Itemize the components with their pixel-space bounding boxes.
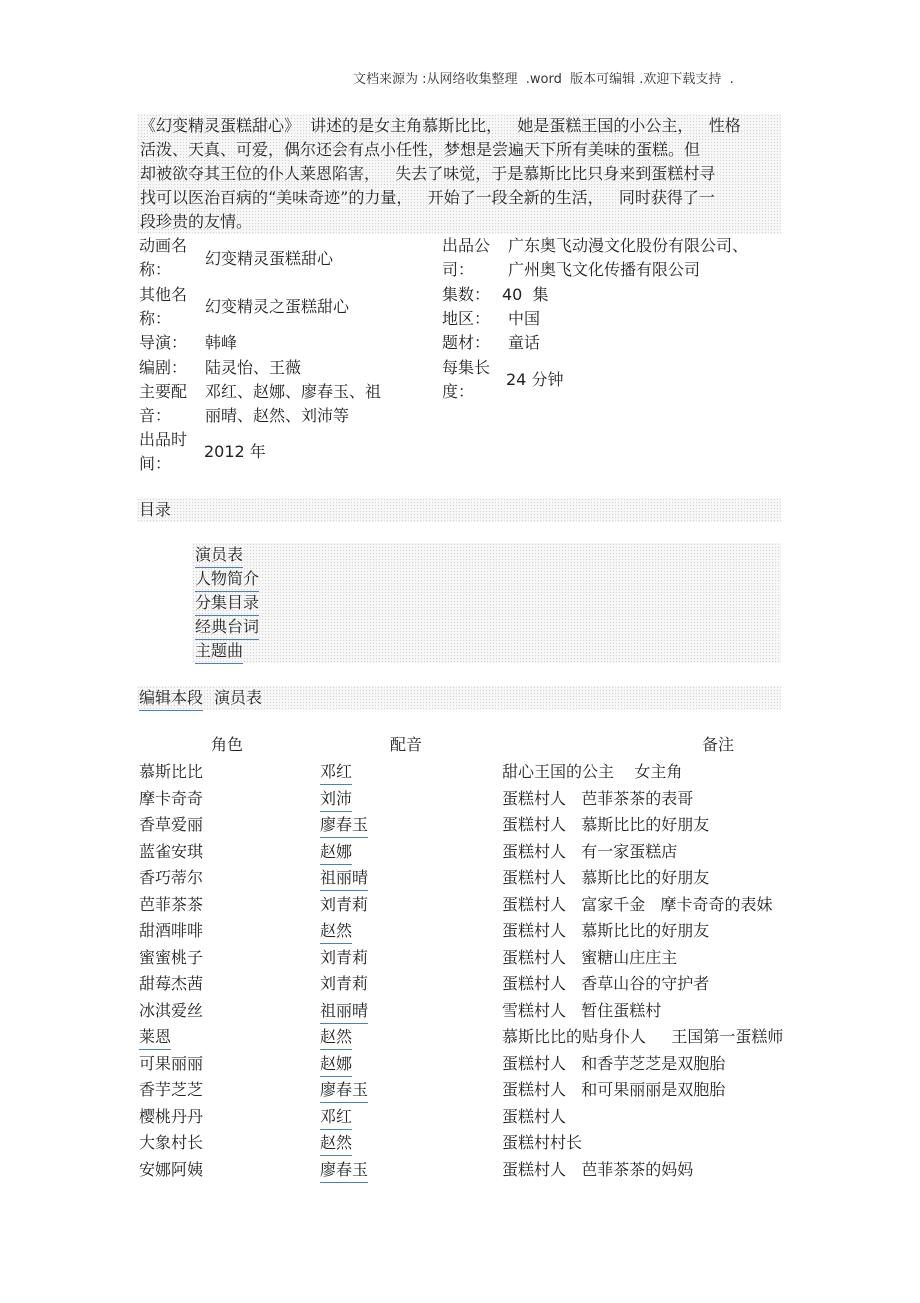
cast-note: 蛋糕村人 芭菲茶茶的妈妈 (502, 1160, 694, 1179)
length-label-1: 每集长 (442, 358, 491, 377)
producer-value-1: 广东奥飞动漫文化股份有限公司、 (508, 236, 749, 255)
year-label-1: 出品时 (139, 430, 188, 449)
cast-role: 摩卡奇奇 (139, 789, 204, 808)
intro-line: 找可以医治百病的“美味奇迹”的力量， 开始了一段全新的生活， 同时获得了一 (140, 188, 715, 207)
writer-value: 陆灵怡、王薇 (205, 358, 302, 377)
region-value: 中国 (508, 309, 541, 328)
cast-voice[interactable]: 赵娜 (320, 1052, 352, 1077)
producer-label-2: 司： (442, 260, 475, 279)
cast-note: 蛋糕村人 富家千金 摩卡奇奇的表妹 (502, 895, 773, 914)
cast-voice[interactable]: 廖春玉 (320, 813, 368, 838)
genre-value: 童话 (508, 333, 541, 352)
cast-voice[interactable]: 廖春玉 (320, 1158, 368, 1183)
intro-line: 活泼、天真、可爱，偶尔还会有点小任性，梦想是尝遍天下所有美味的蛋糕。但 (140, 140, 701, 159)
toc-link-episodes[interactable]: 分集目录 (195, 591, 259, 616)
cast-voice[interactable]: 邓红 (320, 760, 352, 785)
cast-role: 甜莓杰茜 (139, 974, 204, 993)
column-header-note: 备注 (702, 735, 735, 754)
cast-voice[interactable]: 赵娜 (320, 840, 352, 865)
year-value: 2012 年 (204, 442, 266, 461)
cast-note: 蛋糕村人 和可果丽丽是双胞胎 (502, 1080, 726, 1099)
cast-role: 香芋芝芝 (139, 1080, 204, 1099)
toc-title-bar (137, 498, 781, 522)
anime-name-label-1: 动画名 (139, 236, 188, 255)
producer-value-2: 广州奥飞文化传播有限公司 (508, 260, 701, 279)
cast-voice[interactable]: 邓红 (320, 1105, 352, 1130)
genre-label: 题材： (442, 333, 491, 352)
cast-voice: 刘青莉 (320, 948, 369, 967)
cast-note: 蛋糕村人 慕斯比比的好朋友 (502, 921, 710, 940)
episodes-value: 40 集 (502, 285, 549, 304)
producer-label-1: 出品公 (442, 236, 491, 255)
edit-section-link[interactable]: 编辑本段 (139, 686, 203, 711)
other-name-label-2: 称： (139, 309, 172, 328)
director-label: 导演： (139, 333, 188, 352)
column-header-voice: 配音 (390, 735, 423, 754)
cast-voice: 刘青莉 (320, 895, 369, 914)
other-name-label-1: 其他名 (139, 285, 188, 304)
toc-link-quotes[interactable]: 经典台词 (195, 615, 259, 640)
episodes-label: 集数： (442, 285, 491, 304)
toc-link-cast[interactable]: 演员表 (195, 543, 243, 568)
cast-voice[interactable]: 祖丽晴 (320, 999, 368, 1024)
toc-link-characters[interactable]: 人物简介 (195, 567, 259, 592)
cast-note: 蛋糕村村长 (502, 1133, 583, 1152)
director-value: 韩峰 (205, 333, 238, 352)
cast-voice[interactable]: 刘沛 (320, 787, 352, 812)
section-title: 演员表 (214, 688, 263, 707)
toc-title: 目录 (139, 500, 172, 519)
cast-role: 蜜蜜桃子 (139, 948, 204, 967)
voice-value-1: 邓红、赵娜、廖春玉、祖 (205, 382, 382, 401)
intro-paragraph (137, 114, 781, 234)
toc-link-theme-song[interactable]: 主题曲 (195, 639, 243, 664)
cast-note: 蛋糕村人 和香芋芝芝是双胞胎 (502, 1054, 726, 1073)
cast-note: 蛋糕村人 香草山谷的守护者 (502, 974, 710, 993)
cast-note: 蛋糕村人 (502, 1107, 567, 1126)
page-header: 文档来源为 :从网络收集整理 .word 版本可编辑 .欢迎下载支持 . (353, 72, 734, 87)
anime-name-label-2: 称： (139, 260, 172, 279)
cast-note: 蛋糕村人 蜜糖山庄庄主 (502, 948, 678, 967)
cast-role[interactable]: 莱恩 (139, 1025, 171, 1050)
cast-role: 慕斯比比 (139, 762, 204, 781)
length-label-2: 度： (442, 382, 475, 401)
intro-line: 却被欲夺其王位的仆人莱恩陷害， 失去了味觉，于是慕斯比比只身来到蛋糕村寻 (140, 164, 716, 183)
intro-line: 《幻变精灵蛋糕甜心》 讲述的是女主角慕斯比比， 她是蛋糕王国的小公主， 性格 (140, 116, 741, 135)
cast-note: 蛋糕村人 有一家蛋糕店 (502, 842, 678, 861)
voice-label-2: 音： (139, 406, 172, 425)
cast-role: 甜酒啡啡 (139, 921, 204, 940)
cast-role: 蓝雀安琪 (139, 842, 204, 861)
cast-note: 蛋糕村人 芭菲茶茶的表哥 (502, 789, 694, 808)
cast-role: 香草爱丽 (139, 815, 204, 834)
cast-note: 雪糕村人 暂住蛋糕村 (502, 1001, 662, 1020)
region-label: 地区： (442, 309, 491, 328)
voice-value-2: 丽晴、赵然、刘沛等 (205, 406, 350, 425)
cast-note: 慕斯比比的贴身仆人 王国第一蛋糕师 (502, 1027, 784, 1046)
other-name-value: 幻变精灵之蛋糕甜心 (205, 297, 350, 316)
cast-role: 樱桃丹丹 (139, 1107, 204, 1126)
voice-label-1: 主要配 (139, 382, 188, 401)
cast-role: 大象村长 (139, 1133, 204, 1152)
cast-role: 冰淇爱丝 (139, 1001, 204, 1020)
cast-voice[interactable]: 祖丽晴 (320, 866, 368, 891)
cast-voice[interactable]: 赵然 (320, 919, 352, 944)
cast-role: 芭菲茶茶 (139, 895, 204, 914)
column-header-role: 角色 (211, 735, 244, 754)
cast-note: 甜心王国的公主 女主角 (502, 762, 683, 781)
year-label-2: 间： (139, 454, 172, 473)
cast-role: 香巧蒂尔 (139, 868, 204, 887)
toc-list (192, 543, 781, 663)
cast-voice[interactable]: 赵然 (320, 1025, 352, 1050)
cast-note: 蛋糕村人 慕斯比比的好朋友 (502, 815, 710, 834)
cast-role: 可果丽丽 (139, 1054, 204, 1073)
writer-label: 编剧： (139, 358, 188, 377)
cast-note: 蛋糕村人 慕斯比比的好朋友 (502, 868, 710, 887)
length-value: 24 分钟 (506, 370, 564, 389)
cast-voice[interactable]: 廖春玉 (320, 1078, 368, 1103)
anime-name-value: 幻变精灵蛋糕甜心 (205, 249, 334, 268)
section-bar (137, 686, 781, 710)
cast-voice[interactable]: 赵然 (320, 1131, 352, 1156)
cast-role: 安娜阿姨 (139, 1160, 204, 1179)
cast-voice: 刘青莉 (320, 974, 369, 993)
intro-line: 段珍贵的友情。 (140, 212, 253, 231)
